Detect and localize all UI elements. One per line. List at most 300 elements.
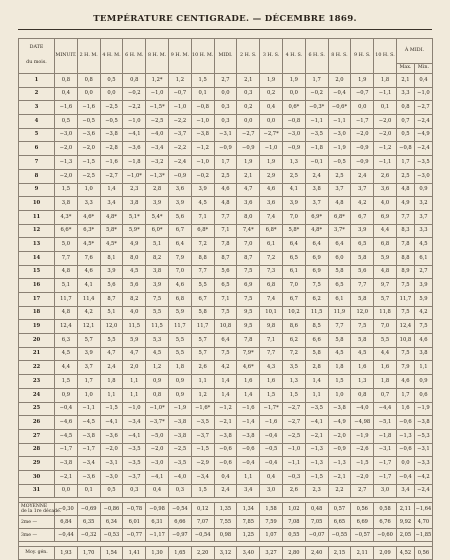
temperature-cell: 1,8: [100, 375, 123, 389]
max-cell: 8,8: [396, 251, 414, 265]
temperature-cell: 2,0: [123, 361, 146, 375]
table-row: [19, 306, 433, 320]
temperature-cell: −1,9: [328, 142, 351, 156]
temperature-cell: −2,7: [282, 402, 305, 416]
temperature-cell: 0,4: [260, 101, 283, 115]
temperature-cell: −3,6: [77, 128, 100, 142]
day-cell: 28: [19, 443, 55, 457]
hour-header: 4 H. M.: [100, 39, 123, 74]
temperature-cell: −5,1: [374, 416, 397, 430]
temperature-cell: 7,7: [55, 251, 78, 265]
temperature-cell: −1,5: [351, 457, 374, 471]
temperature-cell: −2,0: [55, 169, 78, 183]
temperature-cell: 4,6: [168, 279, 191, 293]
temperature-cell: 6,0*: [146, 224, 169, 238]
hour-header: 8 H. S.: [328, 39, 351, 74]
temperature-cell: 6,5: [351, 238, 374, 252]
max-cell: 0,7: [396, 115, 414, 129]
temperature-cell: 8,8: [191, 251, 214, 265]
temperature-cell: −0,6: [214, 443, 237, 457]
temperature-cell: −0,3: [282, 470, 305, 484]
max-cell: 11,7: [396, 293, 414, 307]
temperature-cell: 6,4: [282, 238, 305, 252]
day-cell: 26: [19, 416, 55, 430]
temperature-cell: 6,4: [305, 238, 328, 252]
temperature-cell: −1,9: [351, 429, 374, 443]
temperature-cell: 1,4: [214, 388, 237, 402]
day-cell: 22: [19, 361, 55, 375]
temperature-cell: 1,8: [328, 361, 351, 375]
temperature-cell: 4,0: [123, 306, 146, 320]
temperature-cell: 1,3: [282, 375, 305, 389]
temperature-cell: −1,1: [282, 457, 305, 471]
mean-label-decade-2: 2me —: [19, 516, 55, 529]
temperature-cell: 5,8*: [100, 224, 123, 238]
temperature-cell: 4,6: [214, 183, 237, 197]
temperature-cell: 3,7*: [328, 224, 351, 238]
temperature-cell: −1,0: [123, 115, 146, 129]
temperature-cell: −1,6: [77, 101, 100, 115]
general-mean-cell: 1,65: [168, 547, 191, 560]
temperature-cell: 2,4: [100, 361, 123, 375]
temperature-cell: 5,7: [191, 334, 214, 348]
mean-cell: −0,53: [100, 529, 123, 542]
temperature-cell: 6,6*: [55, 224, 78, 238]
temperature-cell: −1,1: [305, 115, 328, 129]
temperature-cell: 2,5: [214, 169, 237, 183]
temperature-cell: 7,2: [260, 251, 283, 265]
temperature-cell: −3,8: [55, 457, 78, 471]
mean-cell: 7,08: [282, 516, 305, 529]
temperature-cell: −3,7*: [146, 416, 169, 430]
table-row: [19, 224, 433, 238]
temperature-cell: 6,4: [214, 334, 237, 348]
min-cell: −1,9: [414, 402, 432, 416]
max-cell: 4,8: [396, 183, 414, 197]
day-cell: 27: [19, 429, 55, 443]
temperature-cell: 1,3: [282, 156, 305, 170]
temperature-cell: 10,1: [260, 306, 283, 320]
table-row: [19, 265, 433, 279]
temperature-cell: 5,3: [146, 334, 169, 348]
temperature-cell: −3,0: [146, 457, 169, 471]
temperature-cell: 5,5: [146, 306, 169, 320]
temperature-cell: −2,7: [237, 128, 260, 142]
temperature-cell: 0,8: [55, 74, 78, 88]
temperature-cell: 0,6*: [282, 101, 305, 115]
day-cell: 31: [19, 484, 55, 498]
date-header-line1: DATE: [29, 45, 44, 51]
temperature-cell: 4,2: [214, 361, 237, 375]
max-cell: −0,8: [396, 142, 414, 156]
temperature-cell: 7,7: [351, 279, 374, 293]
temperature-cell: 8,6: [282, 320, 305, 334]
temperature-cell: 5,8: [351, 334, 374, 348]
general-mean-cell: 2,15: [328, 547, 351, 560]
temperature-cell: −1,5: [191, 443, 214, 457]
daily-rows: [19, 74, 433, 498]
temperature-cell: 11,9: [328, 306, 351, 320]
hour-header: 3 H. S.: [260, 39, 283, 74]
temperature-cell: 1,7: [77, 375, 100, 389]
temperature-cell: 0,4: [260, 470, 283, 484]
temperature-cell: −2,0: [328, 429, 351, 443]
temperature-cell: −2,2: [168, 142, 191, 156]
temperature-cell: 1,5: [191, 74, 214, 88]
max-cell: 7,8: [396, 238, 414, 252]
temperature-cell: 7,9*: [237, 347, 260, 361]
temperature-cell: −1,5*: [146, 101, 169, 115]
mean-cell: 6,01: [123, 516, 146, 529]
temperature-cell: 4,8: [328, 197, 351, 211]
temperature-cell: −3,4: [191, 470, 214, 484]
day-cell: 10: [19, 197, 55, 211]
temperature-cell: 2,4: [214, 484, 237, 498]
temperature-cell: 4,6*: [77, 210, 100, 224]
temperature-cell: 1,9: [260, 74, 283, 88]
temperature-cell: −3,7: [168, 128, 191, 142]
temperature-cell: −1,6: [100, 156, 123, 170]
temperature-cell: 7,2: [191, 238, 214, 252]
temperature-cell: 4,6: [260, 183, 283, 197]
temperature-cell: 1,1: [123, 375, 146, 389]
temperature-cell: −0,5: [328, 156, 351, 170]
min-cell: −3,0: [414, 169, 432, 183]
mean-cell: 7,85: [237, 516, 260, 529]
temperature-cell: 6,9*: [305, 210, 328, 224]
temperature-cell: 0,0: [351, 101, 374, 115]
temperature-cell: 3,7: [351, 183, 374, 197]
temperature-cell: 5,9: [123, 334, 146, 348]
temperature-cell: 3,8: [123, 197, 146, 211]
temperature-cell: −3,8: [214, 429, 237, 443]
temperature-cell: 0,0: [77, 87, 100, 101]
temperature-cell: −1,4: [237, 416, 260, 430]
temperature-cell: 4,3: [260, 361, 283, 375]
temperature-cell: −3,5: [191, 416, 214, 430]
temperature-cell: 2,9: [260, 169, 283, 183]
temperature-cell: 2,6: [374, 169, 397, 183]
mean-cell: 6,69: [351, 516, 374, 529]
temperature-cell: 1,4: [237, 388, 260, 402]
general-mean-cell: 1,30: [146, 547, 169, 560]
temperature-cell: 1,4: [100, 183, 123, 197]
day-cell: 7: [19, 156, 55, 170]
temperature-cell: 3,9: [77, 347, 100, 361]
temperature-cell: −3,0: [100, 470, 123, 484]
mean-cell: 7,05: [305, 516, 328, 529]
temperature-cell: 1,2: [146, 361, 169, 375]
temperature-cell: 5,6: [123, 279, 146, 293]
temperature-cell: 6,8: [168, 293, 191, 307]
temperature-cell: 4,5*: [100, 238, 123, 252]
mean-cell: 1,34: [237, 503, 260, 516]
temperature-cell: −0,5: [100, 115, 123, 129]
min-cell: 4,5: [414, 238, 432, 252]
mean-cell: 6,34: [100, 516, 123, 529]
min-cell: −4,9: [414, 128, 432, 142]
max-cell: 2,5: [396, 169, 414, 183]
temperature-cell: 11,5: [146, 320, 169, 334]
temperature-cell: −3,8: [191, 128, 214, 142]
table-row: [19, 183, 433, 197]
temperature-cell: 6,5: [328, 279, 351, 293]
temperature-cell: −0,6: [214, 457, 237, 471]
temperature-cell: 7,0: [282, 279, 305, 293]
temperature-cell: 5,8: [351, 293, 374, 307]
mean-cell: −0,77: [123, 529, 146, 542]
temperature-cell: 4,4: [374, 347, 397, 361]
min-cell: −2,4: [414, 115, 432, 129]
table-row: [19, 293, 433, 307]
temperature-cell: 0,1: [77, 484, 100, 498]
temperature-cell: 4,8: [374, 265, 397, 279]
mean-cell: 4,70: [414, 516, 432, 529]
table-row: [19, 388, 433, 402]
temperature-cell: −1,5: [305, 470, 328, 484]
mean-cell: 0,48: [305, 503, 328, 516]
temperature-cell: −0,2: [123, 87, 146, 101]
max-cell: 3,4: [396, 484, 414, 498]
temperature-cell: 1,1: [100, 388, 123, 402]
temperature-cell: 3,9: [282, 197, 305, 211]
temperature-cell: 4,5: [55, 347, 78, 361]
mean-cell: 0,55: [282, 529, 305, 542]
min-cell: 0,6: [414, 388, 432, 402]
hour-header: 2 H. M.: [77, 39, 100, 74]
temperature-cell: −1,9: [168, 402, 191, 416]
table-row: [19, 457, 433, 471]
temperature-cell: 7,5: [214, 306, 237, 320]
temperature-cell: 3,5: [282, 361, 305, 375]
temperature-cell: 8,7: [214, 251, 237, 265]
temperature-cell: 0,5: [55, 115, 78, 129]
temperature-cell: −0,2: [191, 169, 214, 183]
day-cell: 18: [19, 306, 55, 320]
temperature-cell: 8,2: [146, 251, 169, 265]
temperature-cell: −2,0: [374, 128, 397, 142]
temperature-cell: 5,0: [55, 238, 78, 252]
temperature-cell: −4,5: [55, 429, 78, 443]
table-row: [19, 142, 433, 156]
temperature-cell: 5,6: [351, 265, 374, 279]
temperature-cell: −4,6: [55, 416, 78, 430]
temperature-cell: −3,8: [168, 416, 191, 430]
temperature-cell: −3,5: [305, 402, 328, 416]
max-cell: 2,1: [396, 74, 414, 88]
temperature-cell: 2,7: [214, 74, 237, 88]
mean-cell: 0,12: [191, 503, 214, 516]
temperature-cell: −0,6: [237, 443, 260, 457]
hour-header: 9 H. M.: [168, 39, 191, 74]
temperature-cell: 0,3: [168, 484, 191, 498]
temperature-cell: 7,5: [351, 320, 374, 334]
temperature-cell: 5,8*: [282, 224, 305, 238]
temperature-cell: −3,5: [168, 457, 191, 471]
temperature-cell: 3,9: [351, 224, 374, 238]
temperature-cell: −2,7*: [260, 128, 283, 142]
temperature-cell: −0,4: [328, 87, 351, 101]
temperature-cell: 7,0: [374, 320, 397, 334]
mean-cell: 2,11: [396, 503, 414, 516]
temperature-cell: 6,9: [305, 251, 328, 265]
temperature-cell: 1,5: [282, 388, 305, 402]
temperature-cell: 8,7: [237, 251, 260, 265]
temperature-cell: −3,4: [146, 142, 169, 156]
temperature-cell: 0,9: [55, 388, 78, 402]
temperature-cell: 7,0: [237, 238, 260, 252]
min-cell: −1,0: [414, 87, 432, 101]
mean-cell: −0,78: [123, 503, 146, 516]
temperature-cell: 2,6: [191, 361, 214, 375]
temperature-cell: 4,6: [77, 265, 100, 279]
temperature-cell: 2,2: [328, 484, 351, 498]
mean-cell: 1,02: [282, 503, 305, 516]
temperature-cell: −1,3: [55, 156, 78, 170]
temperature-cell: −1,1: [374, 87, 397, 101]
mean-cell: 0,58: [374, 503, 397, 516]
temperature-cell: 1,2*: [146, 74, 169, 88]
temperature-cell: −2,1: [214, 416, 237, 430]
temperature-cell: −4,1: [123, 128, 146, 142]
temperature-cell: 5,5: [100, 334, 123, 348]
max-cell: 0,8: [396, 101, 414, 115]
temperature-cell: −0,5: [77, 115, 100, 129]
day-cell: 11: [19, 210, 55, 224]
max-cell: 1,7: [396, 156, 414, 170]
temperature-cell: 3,8: [146, 265, 169, 279]
temperature-cell: 0,3: [123, 484, 146, 498]
temperature-cell: 1,6: [351, 361, 374, 375]
temperature-cell: 0,0: [282, 87, 305, 101]
temperature-cell: −3,8: [77, 429, 100, 443]
temperature-cell: 1,1: [191, 375, 214, 389]
mean-cell: −0,32: [77, 529, 100, 542]
mean-cell: −0,30: [55, 503, 78, 516]
temperature-cell: 4,7: [237, 183, 260, 197]
temperature-cell: −1,2: [191, 142, 214, 156]
temperature-cell: 4,2: [351, 197, 374, 211]
temperature-cell: 7,7: [191, 265, 214, 279]
temperature-cell: 7,7: [214, 210, 237, 224]
general-mean-cell: 1,41: [123, 547, 146, 560]
mean-cell: 7,55: [214, 516, 237, 529]
temperature-cell: −0,9: [351, 156, 374, 170]
table-row: [19, 416, 433, 430]
temperature-cell: −1,8: [374, 429, 397, 443]
min-cell: 4,6: [414, 334, 432, 348]
temperature-cell: −0,1: [305, 156, 328, 170]
temperature-cell: 7,8: [237, 334, 260, 348]
day-cell: 21: [19, 347, 55, 361]
mean-cell: −0,55: [328, 529, 351, 542]
temperature-cell: 8,7: [100, 293, 123, 307]
temperature-cell: −2,1: [328, 470, 351, 484]
temperature-cell: −4,0: [351, 402, 374, 416]
temperature-cell: 6,7: [351, 210, 374, 224]
general-mean-row: [19, 547, 433, 560]
temperature-cell: 3,6: [374, 183, 397, 197]
temperature-cell: 4,7: [123, 347, 146, 361]
temperature-cell: 2,1: [237, 169, 260, 183]
temperature-cell: 7,9: [168, 251, 191, 265]
temperature-cell: 3,9: [146, 279, 169, 293]
general-mean-cell: 2,09: [374, 547, 397, 560]
mean-cell: −1,17: [146, 529, 169, 542]
temperature-cell: 4,5: [191, 197, 214, 211]
temperature-cell: −0,9: [282, 142, 305, 156]
table-row: [19, 238, 433, 252]
temperature-cell: 1,9: [260, 156, 283, 170]
temperature-cell: 3,4: [100, 197, 123, 211]
mean-row: [19, 516, 433, 529]
general-mean-cell: 3,12: [214, 547, 237, 560]
temperature-cell: −1,6: [237, 402, 260, 416]
temperature-cell: 2,8: [305, 361, 328, 375]
temperature-cell: −3,0: [328, 128, 351, 142]
page-title: TEMPÉRATURE CENTIGRADE. — DÉCEMBRE 1869.: [93, 14, 357, 24]
min-cell: −2,4: [414, 484, 432, 498]
table-row: [19, 169, 433, 183]
min-cell: 4,2: [414, 306, 432, 320]
temperature-cell: −0,5: [260, 443, 283, 457]
temperature-cell: 3,9: [100, 265, 123, 279]
temperature-cell: 0,8: [351, 388, 374, 402]
temperature-cell: 11,5: [123, 320, 146, 334]
mean-cell: −1,85: [414, 529, 432, 542]
min-cell: 6,1: [414, 251, 432, 265]
temperature-cell: −0,9: [328, 443, 351, 457]
temperature-cell: −4,1: [146, 470, 169, 484]
max-cell: 4,9: [396, 197, 414, 211]
temperature-cell: −2,9: [191, 457, 214, 471]
temperature-cell: −4,98: [351, 416, 374, 430]
temperature-cell: 6,9: [374, 210, 397, 224]
general-mean-cell: 3,40: [237, 547, 260, 560]
temperature-cell: −3,6: [77, 470, 100, 484]
temperature-cell: −1,1: [374, 156, 397, 170]
hour-header: 9 H. S.: [351, 39, 374, 74]
temperature-cell: 1,9: [282, 74, 305, 88]
temperature-cell: 8,1: [100, 251, 123, 265]
min-cell: 0,9: [414, 183, 432, 197]
min-cell: −3,3: [414, 457, 432, 471]
min-cell: 0,9: [414, 375, 432, 389]
temperature-cell: 0,9: [168, 375, 191, 389]
temperature-cell: 7,5: [305, 279, 328, 293]
temperature-cell: 1,9: [237, 156, 260, 170]
min-cell: 3,8: [414, 347, 432, 361]
temperature-cell: 2,0: [328, 74, 351, 88]
temperature-cell: 11,5: [305, 306, 328, 320]
max-cell: 7,7: [396, 210, 414, 224]
temperature-cell: 4,5*: [77, 238, 100, 252]
temperature-cell: 2,5: [282, 169, 305, 183]
temperature-cell: 3,6: [260, 197, 283, 211]
hour-header: 4 H. S.: [282, 39, 305, 74]
temperature-cell: −1,7*: [260, 402, 283, 416]
temperature-cell: 3,9: [146, 197, 169, 211]
noon-group-header: À MIDI.: [396, 39, 432, 64]
table-row: [19, 115, 433, 129]
min-cell: −5,3: [414, 429, 432, 443]
temperature-cell: −3,8: [100, 128, 123, 142]
temperature-cell: −2,2: [168, 115, 191, 129]
temperature-cell: 4,0: [374, 197, 397, 211]
temperature-cell: 5,7: [77, 334, 100, 348]
temperature-cell: −4,0: [168, 470, 191, 484]
temperature-cell: 2,3: [305, 484, 328, 498]
